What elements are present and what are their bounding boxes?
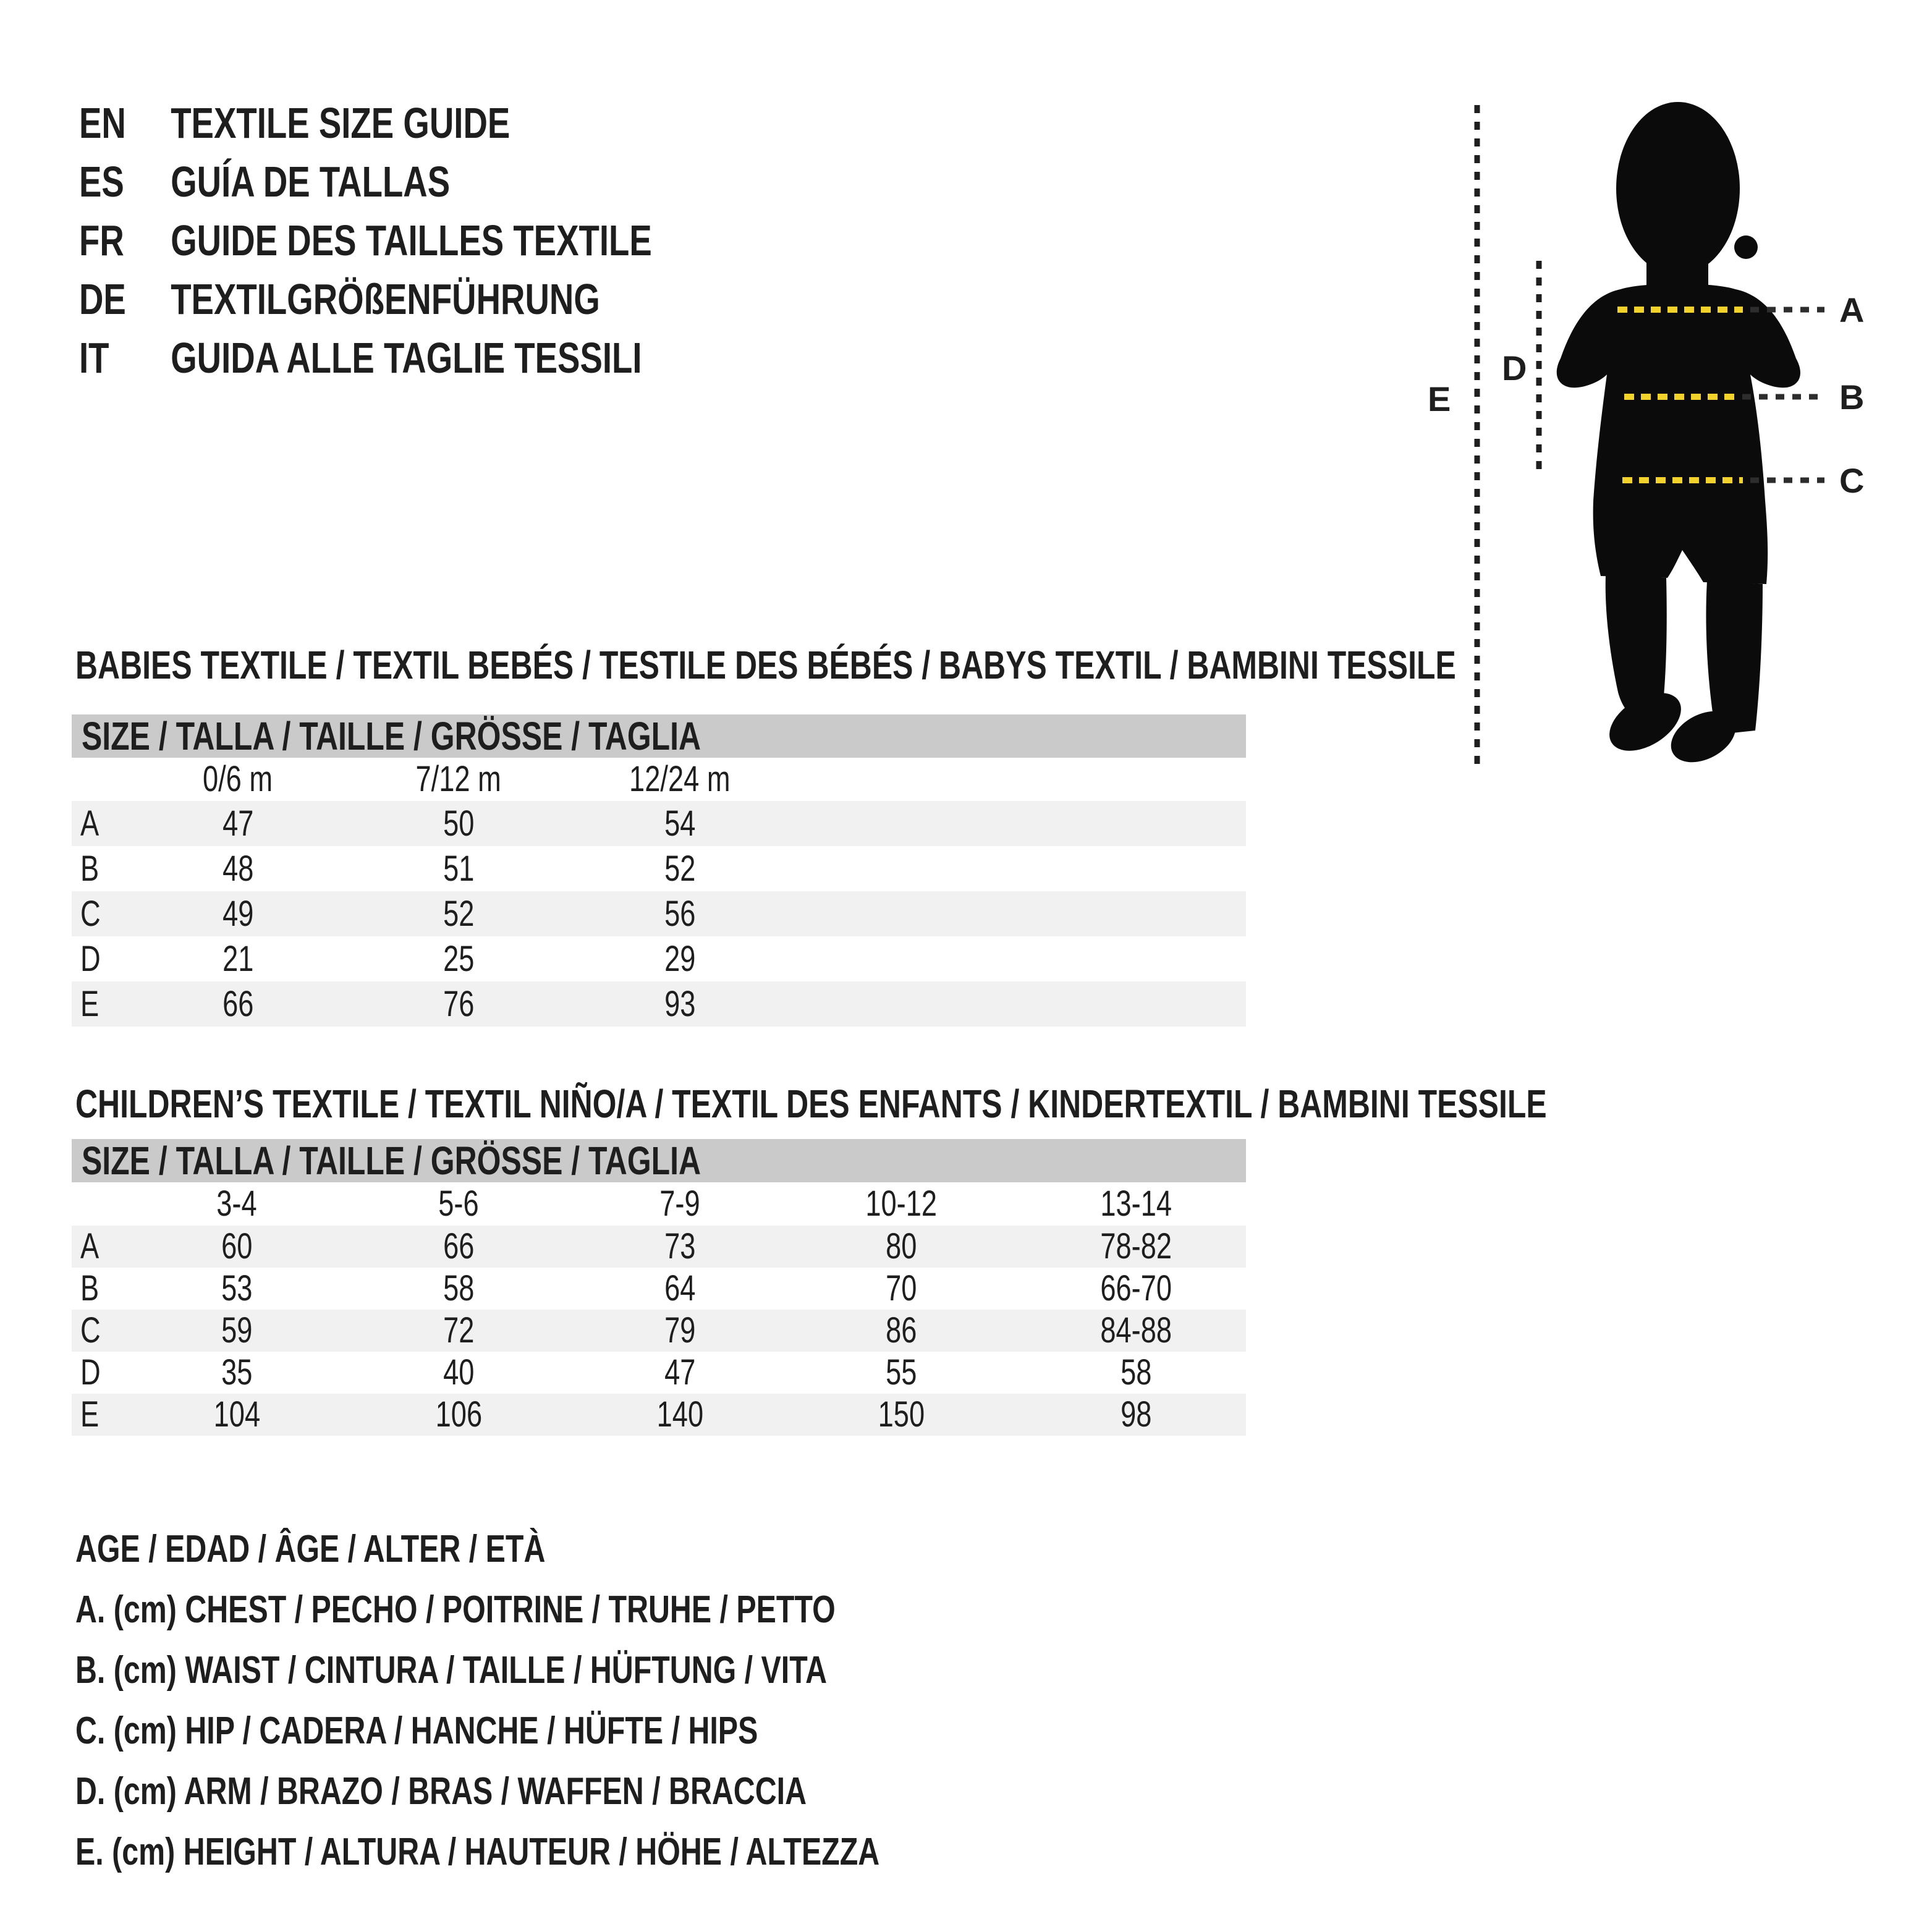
language-code: IT: [79, 334, 109, 382]
legend-row-text: C. (cm) HIP / CADERA / HANCHE / HÜFTE / HIPS: [75, 1710, 758, 1752]
row-label-text: C: [80, 1310, 101, 1350]
children-size-header-bar: SIZE / TALLA / TAILLE / GRÖSSE / TAGLIA: [72, 1139, 1246, 1182]
size-value-text: 29: [664, 939, 696, 979]
silhouette-head: [1616, 102, 1740, 275]
language-row: [79, 329, 813, 388]
legend-row-text: A. (cm) CHEST / PECHO / POITRINE / TRUHE / PETTO: [75, 1588, 836, 1631]
row-label: [80, 1352, 106, 1394]
size-value-text: 59: [221, 1310, 253, 1350]
size-value-text: 66-70: [1100, 1268, 1172, 1308]
table-row: [72, 846, 1246, 891]
size-value-cell: [378, 936, 539, 981]
size-value-text: 21: [222, 939, 254, 979]
row-label-text: B: [80, 849, 100, 889]
row-label-text: A: [80, 1226, 100, 1266]
size-value-cell: [821, 1310, 981, 1352]
column-header: [378, 1182, 539, 1226]
babies-table: [72, 801, 1246, 1027]
silhouette-ear: [1734, 235, 1758, 259]
size-value-cell: [821, 1226, 981, 1268]
column-header-text: 12/24 m: [629, 759, 731, 799]
table-row: [72, 1310, 1246, 1352]
table-row: [72, 1268, 1246, 1310]
table-row: [72, 1394, 1246, 1436]
size-value-text: 40: [443, 1352, 475, 1392]
size-value-cell: [1056, 1310, 1216, 1352]
size-value-cell: [821, 1352, 981, 1394]
row-label-text: C: [80, 894, 101, 934]
column-header: [821, 1182, 981, 1226]
language-list: [79, 94, 813, 388]
size-value-cell: [1056, 1394, 1216, 1436]
size-value-text: 47: [222, 803, 254, 844]
size-value-cell: [378, 801, 539, 846]
size-value-text: 72: [443, 1310, 475, 1350]
legend-row: [75, 1761, 1106, 1822]
babies-size-header-bar: SIZE / TALLA / TAILLE / GRÖSSE / TAGLIA: [72, 714, 1246, 758]
hip-label: C: [1839, 461, 1865, 500]
language-title: TEXTILGRÖßENFÜHRUNG: [171, 275, 600, 323]
silhouette-body: [1557, 284, 1800, 584]
legend-row: [75, 1640, 1106, 1701]
table-row: [72, 936, 1246, 981]
column-header: [156, 1182, 317, 1226]
babies-section-title: BABIES TEXTILE / TEXTIL BEBÉS / TESTILE DES BÉBÉS / BABYS TEXTIL / BAMBINI TESSILE: [75, 643, 1456, 687]
size-value-text: 104: [213, 1394, 260, 1434]
legend-row: [75, 1701, 1106, 1761]
size-value-cell: [156, 1226, 317, 1268]
table-row: [72, 801, 1246, 846]
size-value-text: 70: [885, 1268, 917, 1308]
size-value-text: 78-82: [1100, 1226, 1172, 1266]
size-value-cell: [600, 1268, 760, 1310]
silhouette-left-leg: [1606, 575, 1667, 712]
row-label-text: D: [80, 939, 101, 979]
size-value-text: 79: [664, 1310, 696, 1350]
size-value-text: 84-88: [1100, 1310, 1172, 1350]
column-header: [600, 1182, 760, 1226]
size-value-cell: [1056, 1268, 1216, 1310]
table-row: [72, 981, 1246, 1027]
row-label-text: D: [80, 1352, 101, 1392]
table-row: [72, 1226, 1246, 1268]
size-value-text: 52: [664, 849, 696, 889]
language-row: [79, 153, 813, 211]
column-header: [378, 758, 539, 801]
language-code: ES: [79, 158, 124, 206]
language-code: DE: [79, 275, 126, 323]
children-table: [72, 1226, 1246, 1436]
row-label: [80, 1310, 106, 1352]
legend-row-text: D. (cm) ARM / BRAZO / BRAS / WAFFEN / BRACCIA: [75, 1770, 807, 1813]
size-value-cell: [158, 936, 318, 981]
row-label-text: E: [80, 984, 100, 1024]
size-value-text: 150: [878, 1394, 925, 1434]
size-value-text: 98: [1120, 1394, 1152, 1434]
column-header-text: 5-6: [438, 1184, 479, 1224]
language-title: GUIDA ALLE TAGLIE TESSILI: [171, 334, 642, 382]
size-value-cell: [156, 1394, 317, 1436]
language-row-text: [79, 94, 510, 153]
language-row-text: [79, 329, 642, 388]
language-code: EN: [79, 99, 126, 147]
size-value-cell: [821, 1394, 981, 1436]
size-value-cell: [600, 1394, 760, 1436]
size-value-text: 50: [443, 803, 475, 844]
size-value-text: 66: [222, 984, 254, 1024]
size-value-cell: [378, 1310, 539, 1352]
size-value-cell: [600, 891, 760, 936]
size-value-cell: [378, 981, 539, 1027]
size-value-text: 53: [221, 1268, 253, 1308]
column-header: [158, 758, 318, 801]
column-header-text: 13-14: [1100, 1184, 1172, 1224]
size-value-text: 60: [221, 1226, 253, 1266]
table-row: [72, 1352, 1246, 1394]
size-value-cell: [378, 1268, 539, 1310]
size-value-cell: [378, 846, 539, 891]
size-value-text: 106: [435, 1394, 482, 1434]
size-value-text: 93: [664, 984, 696, 1024]
row-label: [80, 1268, 104, 1310]
language-row: [79, 270, 813, 329]
row-label: [80, 981, 104, 1027]
arm-label: D: [1502, 349, 1527, 388]
size-value-text: 58: [443, 1268, 475, 1308]
language-row-text: [79, 270, 600, 329]
size-value-text: 52: [443, 894, 475, 934]
size-value-text: 86: [885, 1310, 917, 1350]
size-value-cell: [158, 981, 318, 1027]
size-value-cell: [156, 1352, 317, 1394]
height-label: E: [1428, 379, 1451, 418]
language-code: FR: [79, 216, 124, 265]
legend-row: [75, 1822, 1106, 1883]
size-value-text: 48: [222, 849, 254, 889]
column-header: [1056, 1182, 1216, 1226]
size-value-text: 76: [443, 984, 475, 1024]
size-value-text: 35: [221, 1352, 253, 1392]
row-label-text: A: [80, 803, 100, 844]
size-value-text: 64: [664, 1268, 696, 1308]
legend-row-text: AGE / EDAD / ÂGE / ALTER / ETÀ: [75, 1528, 546, 1570]
language-row-text: [79, 153, 450, 211]
legend-row: [75, 1519, 1106, 1580]
children-column-headers: [72, 1182, 1246, 1226]
size-value-text: 49: [222, 894, 254, 934]
row-label: [80, 936, 106, 981]
size-value-cell: [378, 1394, 539, 1436]
language-row-text: [79, 211, 652, 270]
size-value-cell: [158, 846, 318, 891]
size-value-cell: [156, 1268, 317, 1310]
legend-row: [75, 1580, 1106, 1640]
size-value-cell: [1056, 1226, 1216, 1268]
size-value-text: 54: [664, 803, 696, 844]
size-value-cell: [821, 1268, 981, 1310]
measurement-legend: [75, 1519, 1106, 1883]
size-value-cell: [600, 1226, 760, 1268]
column-header-text: 3-4: [216, 1184, 257, 1224]
size-value-cell: [600, 1352, 760, 1394]
column-header-text: 7-9: [659, 1184, 700, 1224]
column-header-text: 0/6 m: [203, 759, 273, 799]
language-title: GUÍA DE TALLAS: [171, 158, 451, 206]
size-value-text: 80: [885, 1226, 917, 1266]
size-value-cell: [1056, 1352, 1216, 1394]
language-title: TEXTILE SIZE GUIDE: [171, 99, 511, 147]
column-header-text: 10-12: [865, 1184, 937, 1224]
size-value-text: 58: [1120, 1352, 1152, 1392]
column-header: [600, 758, 760, 801]
waist-label: B: [1839, 378, 1865, 417]
size-value-cell: [600, 936, 760, 981]
row-label: [80, 1226, 104, 1268]
legend-row-text: E. (cm) HEIGHT / ALTURA / HAUTEUR / HÖHE / ALTEZZA: [75, 1831, 880, 1873]
legend-row-text: B. (cm) WAIST / CINTURA / TAILLE / HÜFTUNG / VITA: [75, 1649, 828, 1692]
size-value-cell: [600, 846, 760, 891]
size-value-text: 56: [664, 894, 696, 934]
column-header-text: 7/12 m: [415, 759, 502, 799]
size-value-text: 25: [443, 939, 475, 979]
size-value-cell: [378, 891, 539, 936]
row-label: [80, 801, 104, 846]
size-value-cell: [600, 801, 760, 846]
row-label: [80, 891, 106, 936]
table-row: [72, 891, 1246, 936]
size-value-cell: [600, 1310, 760, 1352]
size-value-text: 55: [885, 1352, 917, 1392]
size-value-cell: [158, 801, 318, 846]
babies-column-headers: [72, 758, 1246, 801]
chest-label: A: [1839, 290, 1865, 329]
size-value-cell: [378, 1352, 539, 1394]
size-value-cell: [600, 981, 760, 1027]
size-value-text: 51: [443, 849, 475, 889]
size-value-text: 66: [443, 1226, 475, 1266]
size-value-cell: [158, 891, 318, 936]
size-value-cell: [378, 1226, 539, 1268]
language-title: GUIDE DES TAILLES TEXTILE: [171, 216, 652, 265]
language-row: [79, 94, 813, 153]
size-value-text: 73: [664, 1226, 696, 1266]
children-section-title: CHILDREN’S TEXTILE / TEXTIL NIÑO/A / TEXTIL DES ENFANTS / KINDERTEXTIL / BAMBINI TESSILE: [75, 1082, 1547, 1126]
row-label-text: B: [80, 1268, 100, 1308]
language-row: [79, 211, 813, 270]
row-label: [80, 1394, 104, 1436]
row-label-text: E: [80, 1394, 100, 1434]
size-value-text: 47: [664, 1352, 696, 1392]
row-label: [80, 846, 104, 891]
size-value-cell: [156, 1310, 317, 1352]
size-value-text: 140: [656, 1394, 703, 1434]
